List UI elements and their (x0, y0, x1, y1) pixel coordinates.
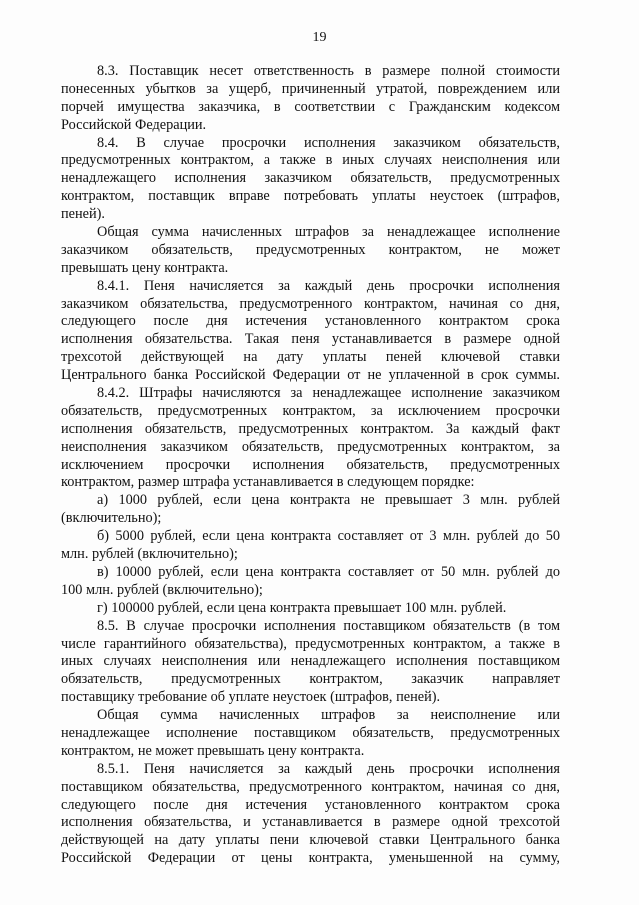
text-line: 8.3. Поставщик несет ответственность в размере полной стоимости (97, 63, 560, 79)
text-line: обязательств, предусмотренных контрактом, заказчик направляет (61, 671, 560, 688)
text-line: действующей на дату уплаты пени ключевой ставки Центрального банка (61, 832, 560, 849)
text-line: 8.4.2. Штрафы начисляются за ненадлежащее исполнение заказчиком (97, 385, 560, 402)
text-line: 8.5. В случае просрочки исполнения поставщиком обязательств (в том (97, 617, 560, 634)
text-line: предусмотренных контрактом, а также в иных случаях неисполнения или (61, 152, 560, 169)
text-line: исполнения обязательства. Такая пеня устанавливается в размере одной (61, 331, 560, 348)
text-line: б) 5000 рублей, если цена контракта составляет от 3 млн. рублей до 50 (97, 528, 560, 545)
text-line: контрактом, поставщик вправе потребовать уплаты неустоек (штрафов, (61, 188, 560, 205)
text-line: исполнения обязательств, предусмотренных контрактом. За каждый факт (61, 420, 560, 437)
text-line: заказчиком обязательств, предусмотренных контрактом, не может (61, 241, 560, 258)
text-line: Центрального банка Российской Федерации от не уплаченной в срок суммы. (61, 367, 560, 384)
text-line: поставщиком обязательства, предусмотренного контрактом, начиная со дня, (61, 778, 560, 795)
text-line: контрактом, размер штрафа устанавливается в следующем порядке: (61, 474, 475, 491)
text-line: обязательств, предусмотренных контрактом, за исключением просрочки (61, 402, 560, 419)
text-line: ненадлежащего исполнения заказчиком обязательств, предусмотренных (61, 170, 560, 187)
text-line: а) 1000 рублей, если цена контракта не превышает 3 млн. рублей (97, 492, 560, 509)
text-line: Общая сумма начисленных штрафов за ненадлежащее исполнение (97, 224, 560, 241)
text-line: неисполнения заказчиком обязательств, предусмотренных контрактом, за (61, 438, 560, 455)
text-line: числе гарантийного обязательства), предусмотренных контрактом, а также в (61, 635, 560, 652)
text-line: 100 млн. рублей (включительно); (61, 581, 263, 598)
text-line: заказчиком обязательства, предусмотренного контрактом, начиная со дня, (61, 295, 560, 312)
text-line: ненадлежащее исполнение поставщиком обязательств, предусмотренных (61, 724, 560, 741)
text-line: превышать цену контракта. (61, 259, 229, 276)
text-line: исполнения обязательства, и устанавливается в размере одной трехсотой (61, 814, 560, 831)
text-line: поставщику требование об уплате неустоек (штрафов, пеней). (61, 689, 441, 706)
text-line: понесенных убытков за ущерб, причиненный утратой, повреждением или (61, 80, 560, 97)
text-line: млн. рублей (включительно); (61, 546, 238, 563)
text-line: трехсотой действующей на дату уплаты пеней ключевой ставки (61, 349, 560, 366)
text-line: контрактом, не может превышать цену контракта. (61, 742, 365, 759)
text-line: (включительно); (61, 510, 162, 527)
text-line: следующего после дня истечения установленного контрактом срока (61, 313, 560, 330)
text-line: порчей имущества заказчика, в соответствии с Гражданским кодексом (61, 98, 560, 115)
text-line: следующего после дня истечения установленного контрактом срока (61, 796, 560, 813)
document-body (61, 63, 560, 868)
text-line: Общая сумма начисленных штрафов за неисполнение или (97, 707, 560, 724)
text-line: 8.4. В случае просрочки исполнения заказчиком обязательств, (97, 134, 560, 151)
text-line: в) 10000 рублей, если цена контракта составляет от 50 млн. рублей до (97, 563, 560, 580)
text-line: г) 100000 рублей, если цена контракта превышает 100 млн. рублей. (97, 599, 507, 616)
page-number: 19 (312, 30, 327, 45)
text-line: пеней). (61, 206, 105, 223)
text-line: Российской Федерации. (61, 116, 207, 133)
text-line: Российской Федерации от цены контракта, уменьшенной на сумму, (61, 850, 560, 867)
text-line: 8.4.1. Пеня начисляется за каждый день просрочки исполнения (97, 277, 560, 294)
text-line: иных случаях неисполнения или ненадлежащего исполнения поставщиком (61, 653, 560, 670)
text-line: исключением просрочки исполнения обязательств, предусмотренных (61, 456, 560, 473)
text-line: 8.5.1. Пеня начисляется за каждый день просрочки исполнения (97, 760, 560, 777)
